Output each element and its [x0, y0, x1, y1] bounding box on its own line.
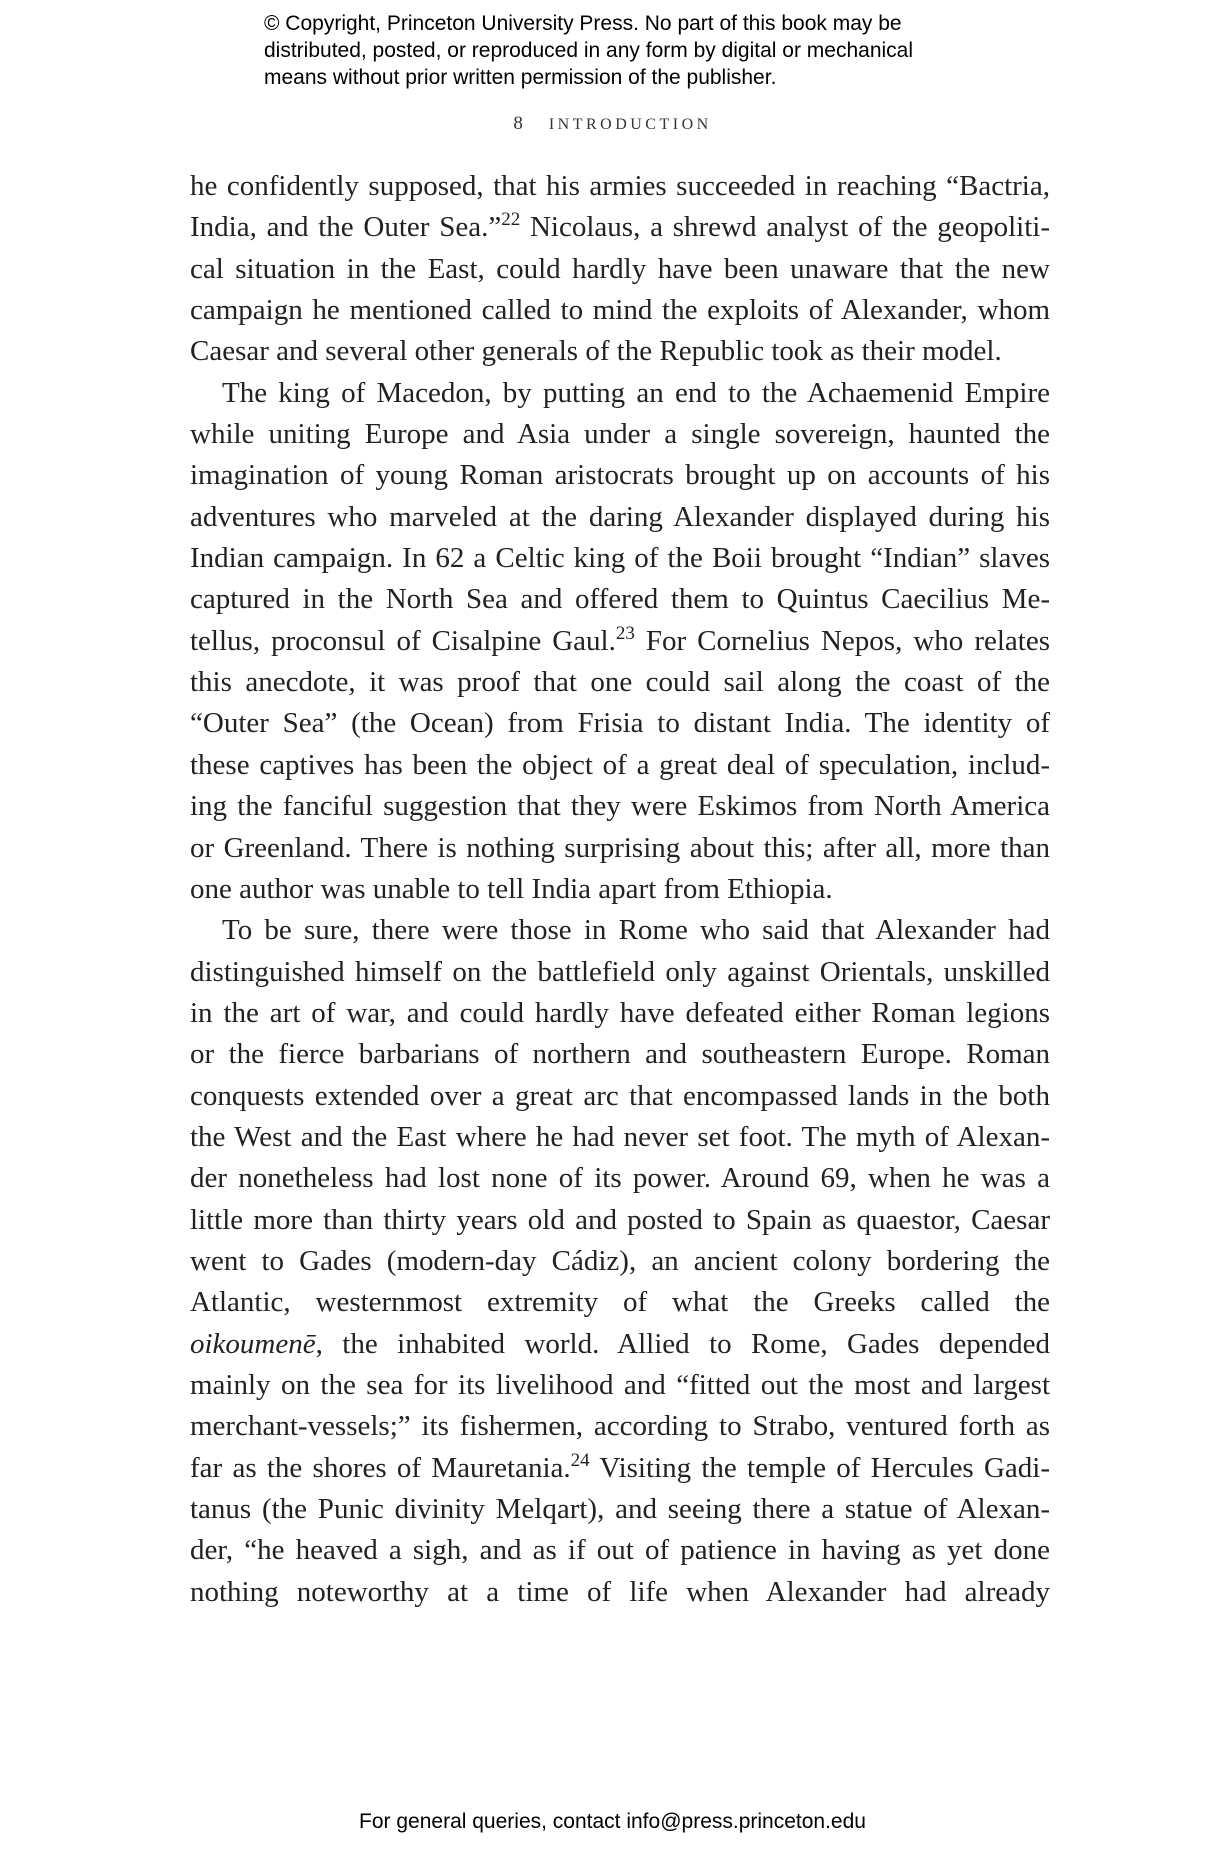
- footnote-ref[interactable]: 24: [570, 1449, 590, 1471]
- text-line: ing the fanciful suggestion that they were Eskimos from North America: [190, 790, 1050, 823]
- text-line: captured in the North Sea and offered them to Quintus Caecilius Me-: [190, 583, 1050, 616]
- text-line: mainly on the sea for its livelihood and “fitted out the most and largest: [190, 1368, 1050, 1401]
- text-line: adventures who marveled at the daring Alexander displayed during his: [190, 500, 1050, 533]
- text-line: he confidently supposed, that his armies succeeded in reaching “Bactria,: [190, 170, 1050, 202]
- text-line: tellus, proconsul of Cisalpine Gaul.$^{23}$ For Cornelius Nepos, who relates: [190, 622, 1050, 657]
- text-line: Caesar and several other generals of the Republic took as their model.: [190, 335, 1002, 368]
- copyright-line: © Copyright, Princeton University Press. No part of this book may be: [264, 12, 902, 35]
- text-line: tanus (the Punic divinity Melqart), and seeing there a statue of Alexan-: [190, 1493, 1050, 1525]
- text-line: merchant-vessels;” its fishermen, according to Strabo, ventured forth as: [190, 1410, 1050, 1443]
- text-line: der, “he heaved a sigh, and as if out of patience in having as yet done: [190, 1534, 1050, 1567]
- page-number: 8: [513, 113, 523, 134]
- copyright-line: distributed, posted, or reproduced in any form by digital or mechanical: [264, 39, 914, 62]
- footnote-ref[interactable]: 23: [615, 622, 635, 644]
- text-line: while uniting Europe and Asia under a single sovereign, haunted the: [190, 418, 1050, 451]
- text-line: far as the shores of Mauretania.$^{24}$ Visiting the temple of Hercules Gadi-: [190, 1449, 1050, 1484]
- text-line: went to Gades (modern-day Cádiz), an ancient colony bordering the: [190, 1244, 1050, 1277]
- text-line: der nonetheless had lost none of its power. Around 69, when he was a: [190, 1162, 1050, 1195]
- text-line: the West and the East where he had never set foot. The myth of Alexan-: [190, 1120, 1050, 1153]
- section-title: INTRODUCTION: [548, 116, 712, 133]
- copyright-line: means without prior written permission of the publisher.: [264, 66, 777, 89]
- running-head: [0, 113, 1225, 135]
- text-line: in the art of war, and could hardly have defeated either Roman legions: [190, 996, 1050, 1029]
- body-text: [190, 166, 1050, 1613]
- text-line: “Outer Sea” (the Ocean) from Frisia to distant India. The identity of: [190, 707, 1050, 740]
- text-line: distinguished himself on the battlefield only against Orientals, unskilled: [190, 955, 1050, 988]
- italic-term: oikoumenē: [190, 1327, 316, 1360]
- footer-contact: For general queries, contact info@press.princeton.edu: [359, 1810, 866, 1833]
- paragraph-first-line: To be sure, there were those in Rome who said that Alexander had: [222, 914, 1050, 947]
- text-line: or the fierce barbarians of northern and southeastern Europe. Roman: [190, 1038, 1050, 1071]
- text-line: campaign he mentioned called to mind the exploits of Alexander, whom: [190, 294, 1050, 327]
- text-line: these captives has been the object of a great deal of speculation, includ-: [190, 748, 1050, 781]
- text-line: imagination of young Roman aristocrats brought up on accounts of his: [190, 459, 1050, 492]
- text-line: conquests extended over a great arc that encompassed lands in the both: [190, 1079, 1050, 1112]
- text-line: India, and the Outer Sea.”$^{22}$ Nicolaus, a shrewd analyst of the geopoliti-: [190, 209, 1050, 244]
- text-line: little more than thirty years old and posted to Spain as quaestor, Caesar: [190, 1203, 1050, 1236]
- paragraph-first-line: The king of Macedon, by putting an end to the Achaemenid Empire: [222, 376, 1050, 409]
- text-line: or Greenland. There is nothing surprising about this; after all, more than: [190, 831, 1050, 864]
- text-line: nothing noteworthy at a time of life when Alexander had already: [190, 1575, 1050, 1608]
- text-line: this anecdote, it was proof that one could sail along the coast of the: [190, 666, 1050, 699]
- text-line: Indian campaign. In 62 a Celtic king of the Boii brought “Indian” slaves: [190, 542, 1050, 575]
- text-line: cal situation in the East, could hardly have been unaware that the new: [190, 252, 1050, 285]
- text-line: one author was unable to tell India apart from Ethiopia.: [190, 872, 833, 905]
- text-line: oikoumenē, the inhabited world. Allied to Rome, Gades depended: [190, 1327, 1050, 1360]
- text-line: Atlantic, westernmost extremity of what the Greeks called the: [190, 1286, 1050, 1319]
- copyright-notice: [264, 10, 1024, 91]
- footnote-ref[interactable]: 22: [501, 209, 521, 231]
